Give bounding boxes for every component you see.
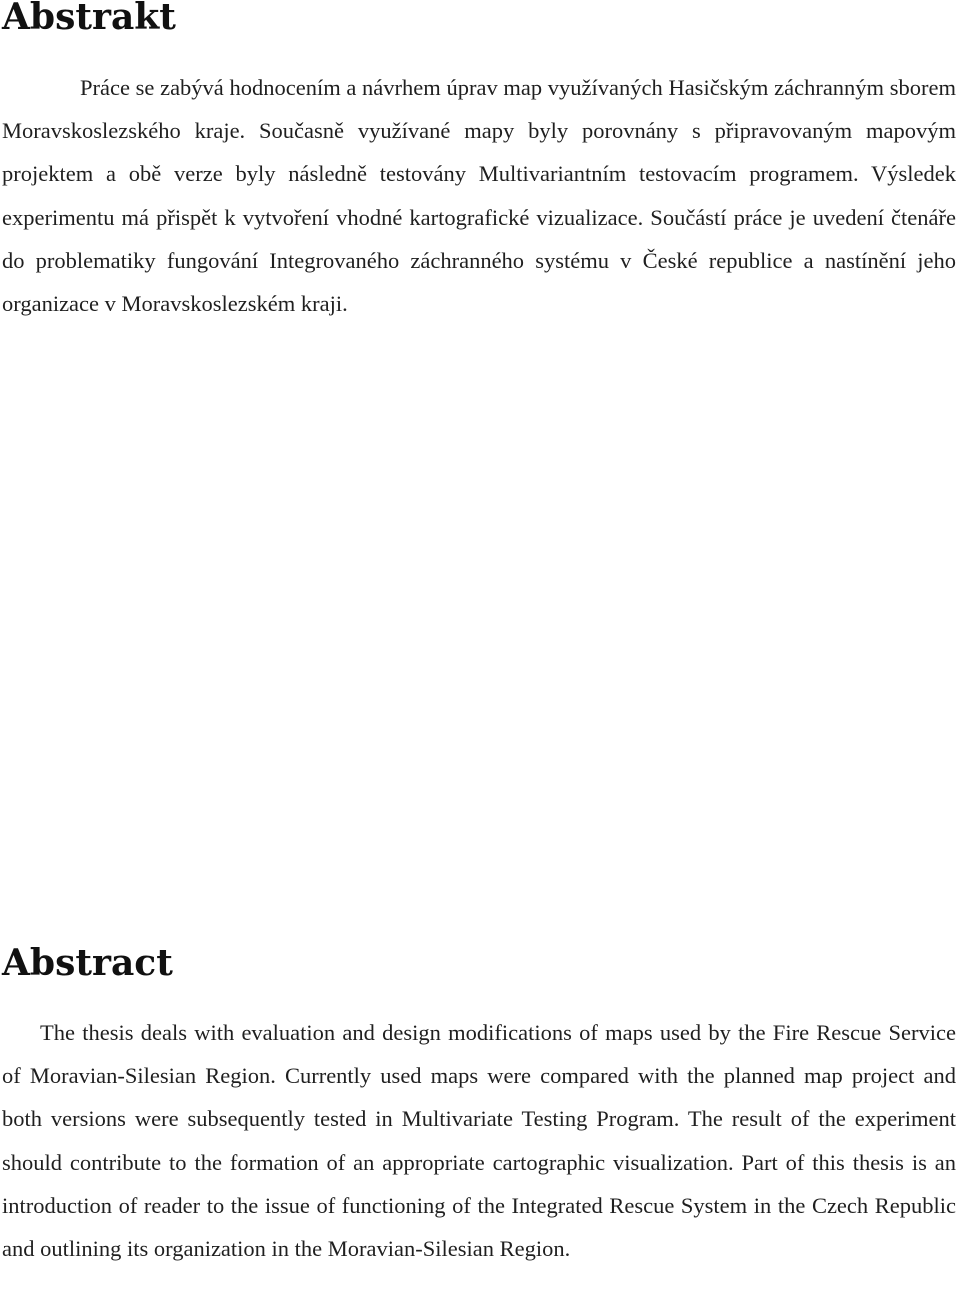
abstract-cz-heading: Abstrakt <box>2 0 176 38</box>
abstract-cz-paragraph: Práce se zabývá hodnocením a návrhem úprav map využívaných Hasičským záchranným sborem Moravskoslezského kraje. Současně využívané mapy byly porovnány s připravovaným mapovým projektem a obě verze byly následně testovány Multivariantním testovacím programem. Výsledek experimentu má přispět k vytvoření vhodné kartografické vizualizace. Součástí práce je uvedení čtenáře do problematiky fungování Integrovaného záchranného systému v České republice a nastínění jeho organizace v Moravskoslezském kraji. <box>2 75 956 317</box>
abstract-en-paragraph: The thesis deals with evaluation and design modifications of maps used by the Fire Rescue Service of Moravian-Silesian Region. Currently used maps were compared with the planned map project and both versions were subsequently tested in Multivariate Testing Program. The result of the experiment should contribute to the formation of an appropriate cartographic visualization. Part of this thesis is an introduction of reader to the issue of functioning of the Integrated Rescue System in the Czech Republic and outlining its organization in the Moravian-Silesian Region. <box>2 1020 956 1262</box>
abstract-en-heading: Abstract <box>2 942 173 984</box>
